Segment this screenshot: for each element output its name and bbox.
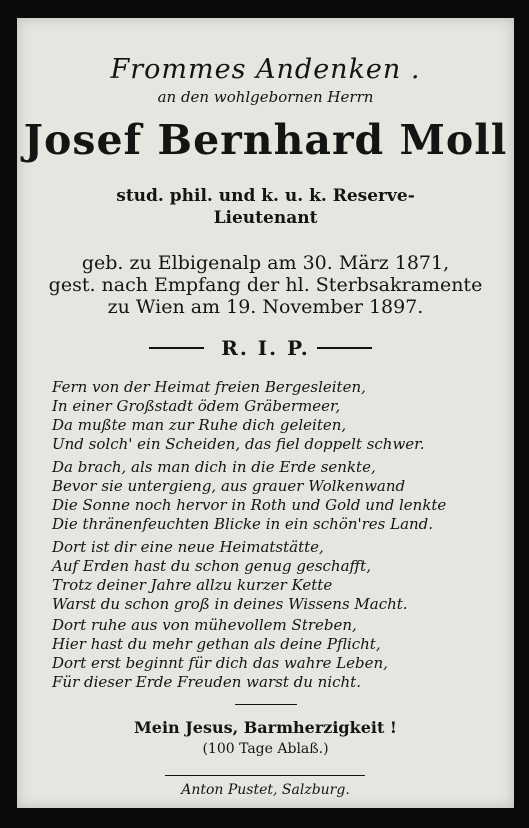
rip-text: R. I. P. <box>221 336 310 360</box>
poem-line: Da mußte man zur Ruhe dich geleiten, <box>52 416 347 434</box>
poem-line: Die thränenfeuchten Blicke in ein schön'res Land. <box>52 515 434 533</box>
rip-right-ornament <box>317 347 372 349</box>
poem-line: Bevor sie untergieng, aus grauer Wolkenwand <box>52 477 406 495</box>
card-subtitle: an den wohlgebornen Herrn <box>157 88 374 106</box>
poem-line: Und solch' ein Scheiden, das fiel doppelt schwer. <box>52 435 425 453</box>
memorial-card <box>17 18 514 808</box>
death-line: gest. nach Empfang der hl. Sterbsakramente <box>48 274 483 296</box>
life-dates <box>17 252 514 318</box>
poem-line: Dort ist dir eine neue Heimatstätte, <box>52 538 324 556</box>
poem-stanza-2 <box>52 458 446 534</box>
poem-stanza-1 <box>52 378 424 454</box>
printer-top-rule <box>165 775 365 776</box>
poem-line: Auf Erden hast du schon genug geschafft, <box>52 557 371 575</box>
rip-row <box>17 336 514 360</box>
birth-line: geb. zu Elbigenalp am 30. März 1871, <box>81 252 450 274</box>
death-place-line: zu Wien am 19. November 1897. <box>107 296 424 318</box>
poem-line: Da brach, als man dich in die Erde senkte, <box>52 458 376 476</box>
rank-line-2: Lieutenant <box>213 208 318 228</box>
poem-stanza-3 <box>52 538 408 614</box>
deceased-name: Josef Bernhard Moll <box>23 116 508 164</box>
poem-line: Die Sonne noch hervor in Roth und Gold und lenkte <box>52 496 447 514</box>
poem-line: Trotz deiner Jahre allzu kurzer Kette <box>52 576 333 594</box>
poem-stanza-4 <box>52 616 388 692</box>
poem-line: Für dieser Erde Freuden warst du nicht. <box>52 673 361 691</box>
divider-rule <box>235 704 297 705</box>
card-title: Frommes Andenken . <box>110 54 421 85</box>
indulgence-line: (100 Tage Ablaß.) <box>202 741 329 757</box>
poem-line: Warst du schon groß in deines Wissens Macht. <box>52 595 408 613</box>
prayer-line: Mein Jesus, Barmherzigkeit ! <box>134 718 397 737</box>
poem-line: Hier hast du mehr gethan als deine Pflicht, <box>52 635 381 653</box>
poem-line: Fern von der Heimat freien Bergesleiten, <box>52 378 366 396</box>
poem-line: Dort erst beginnt für dich das wahre Leben, <box>52 654 388 672</box>
poem-line: In einer Großstadt ödem Gräbermeer, <box>52 397 341 415</box>
poem-line: Dort ruhe aus von mühevollem Streben, <box>52 616 357 634</box>
rank-line-1: stud. phil. und k. u. k. Reserve- <box>116 186 415 206</box>
printer-imprint: Anton Pustet, Salzburg. <box>181 782 350 798</box>
